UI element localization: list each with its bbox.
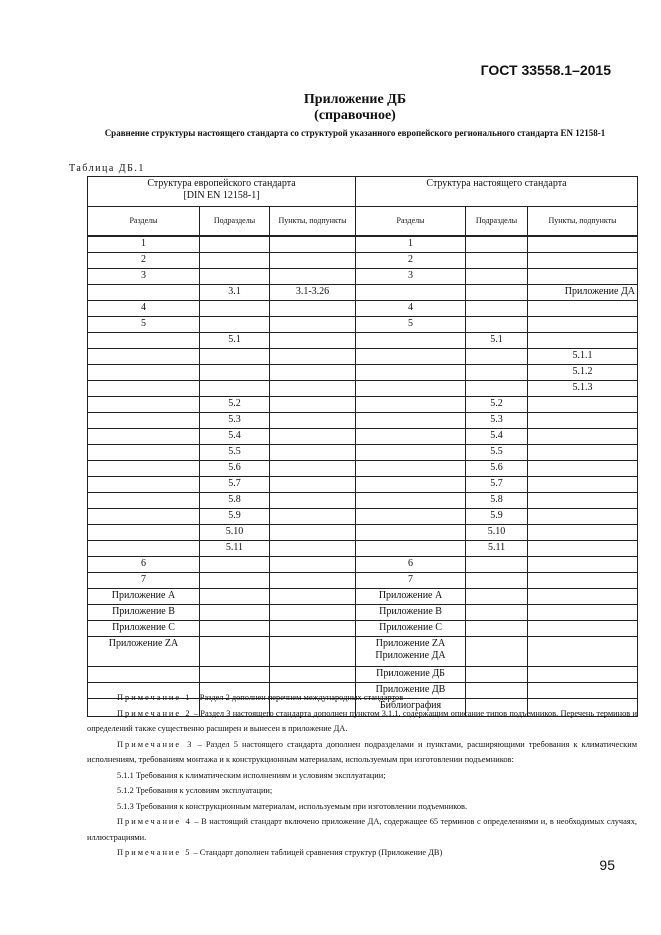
cell-items-left bbox=[270, 413, 356, 429]
note-3 bbox=[87, 737, 637, 768]
note-1-label: Примечание 1 bbox=[117, 693, 192, 702]
cell-section-left bbox=[88, 541, 200, 557]
table-row bbox=[88, 461, 638, 477]
cell-subsection-left: 5.7 bbox=[200, 477, 270, 493]
table-row bbox=[88, 236, 638, 253]
table-row bbox=[88, 285, 638, 301]
cell-section-right: 6 bbox=[356, 557, 466, 573]
cell-subsection-left bbox=[200, 269, 270, 285]
cell-section-left bbox=[88, 667, 200, 683]
cell-items-right bbox=[528, 621, 638, 637]
cell-items-right bbox=[528, 525, 638, 541]
note-5-label: Примечание 5 bbox=[117, 848, 192, 857]
cell-subsection-right: 5.11 bbox=[466, 541, 528, 557]
cell-section-left bbox=[88, 349, 200, 365]
cell-subsection-left bbox=[200, 349, 270, 365]
cell-items-left bbox=[270, 349, 356, 365]
cell-subsection-left: 5.6 bbox=[200, 461, 270, 477]
cell-items-left bbox=[270, 253, 356, 269]
cell-items-right bbox=[528, 236, 638, 253]
cell-section-left: 1 bbox=[88, 236, 200, 253]
cell-section-right: Приложение ДБ bbox=[356, 667, 466, 683]
table-row bbox=[88, 637, 638, 667]
cell-section-left bbox=[88, 477, 200, 493]
cell-subsection-right bbox=[466, 365, 528, 381]
cell-subsection-right bbox=[466, 317, 528, 333]
col-header-sections-right: Разделы bbox=[356, 207, 466, 237]
cell-items-left bbox=[270, 445, 356, 461]
col-header-items-left: Пункты, подпункты bbox=[270, 207, 356, 237]
note-3-text: – Раздел 5 настоящего стандарта дополнен подразделами и пунктами, расширяющими требования к климатическим исполнениям, требованиям монтажа и к конструкционным материалам, используемым при изготовлении подъемников: bbox=[87, 739, 637, 764]
cell-items-right bbox=[528, 317, 638, 333]
cell-subsection-right: 5.3 bbox=[466, 413, 528, 429]
cell-subsection-right bbox=[466, 269, 528, 285]
cell-items-right bbox=[528, 509, 638, 525]
cell-section-left bbox=[88, 397, 200, 413]
group-header-this-standard: Структура настоящего стандарта bbox=[356, 177, 638, 207]
table-row bbox=[88, 429, 638, 445]
cell-subsection-right: 5.5 bbox=[466, 445, 528, 461]
cell-section-right bbox=[356, 445, 466, 461]
cell-section-right bbox=[356, 493, 466, 509]
col-header-subsections-right: Подразделы bbox=[466, 207, 528, 237]
cell-subsection-left bbox=[200, 253, 270, 269]
cell-section-left: Приложение С bbox=[88, 621, 200, 637]
cell-subsection-left: 5.5 bbox=[200, 445, 270, 461]
cell-subsection-right: 5.7 bbox=[466, 477, 528, 493]
structure-comparison-table bbox=[87, 176, 638, 717]
cell-items-left bbox=[270, 301, 356, 317]
cell-section-left bbox=[88, 429, 200, 445]
cell-items-right: Приложение ДА bbox=[528, 285, 638, 301]
cell-items-right: 5.1.1 bbox=[528, 349, 638, 365]
appendix-description: Сравнение структуры настоящего стандарта со структурой указанного европейского регионального стандарта EN 12158-1 bbox=[104, 128, 606, 138]
cell-subsection-left bbox=[200, 605, 270, 621]
cell-items-right bbox=[528, 573, 638, 589]
table-row bbox=[88, 397, 638, 413]
table-row bbox=[88, 301, 638, 317]
cell-items-right bbox=[528, 461, 638, 477]
cell-subsection-left: 5.3 bbox=[200, 413, 270, 429]
note-2-label: Примечание 2 bbox=[117, 708, 192, 718]
cell-section-right: 2 bbox=[356, 253, 466, 269]
cell-items-right bbox=[528, 589, 638, 605]
cell-items-right: 5.1.3 bbox=[528, 381, 638, 397]
cell-section-right bbox=[356, 333, 466, 349]
note-3-item-512: 5.1.2 Требования к условиям эксплуатации; bbox=[117, 786, 273, 795]
cell-items-left bbox=[270, 477, 356, 493]
cell-subsection-right: 5.2 bbox=[466, 397, 528, 413]
note-2 bbox=[87, 706, 637, 737]
cell-subsection-left: 5.1 bbox=[200, 333, 270, 349]
cell-items-left bbox=[270, 525, 356, 541]
cell-subsection-right bbox=[466, 573, 528, 589]
cell-section-right: 3 bbox=[356, 269, 466, 285]
cell-subsection-left bbox=[200, 573, 270, 589]
cell-subsection-right: 5.6 bbox=[466, 461, 528, 477]
cell-subsection-right: 5.10 bbox=[466, 525, 528, 541]
note-3-label: Примечание 3 bbox=[117, 739, 194, 749]
cell-subsection-right bbox=[466, 605, 528, 621]
table-row bbox=[88, 269, 638, 285]
cell-items-right bbox=[528, 605, 638, 621]
cell-subsection-left bbox=[200, 557, 270, 573]
cell-section-left: 7 bbox=[88, 573, 200, 589]
table-row bbox=[88, 605, 638, 621]
cell-section-left bbox=[88, 333, 200, 349]
table-row bbox=[88, 525, 638, 541]
note-5-text: – Стандарт дополнен таблицей сравнения структур (Приложение ДВ) bbox=[191, 848, 443, 857]
note-3-item-511: 5.1.1 Требования к климатическим исполнениям и условиям эксплуатации; bbox=[117, 770, 386, 780]
cell-items-right bbox=[528, 445, 638, 461]
appendix-title: Приложение ДБ bbox=[303, 92, 407, 107]
cell-items-right bbox=[528, 477, 638, 493]
table-row bbox=[88, 557, 638, 573]
cell-items-left bbox=[270, 461, 356, 477]
cell-items-left bbox=[270, 589, 356, 605]
cell-items-right bbox=[528, 667, 638, 683]
cell-subsection-right bbox=[466, 621, 528, 637]
cell-items-left bbox=[270, 397, 356, 413]
cell-section-left: 2 bbox=[88, 253, 200, 269]
cell-items-left bbox=[270, 637, 356, 667]
col-header-subsections-left: Подразделы bbox=[200, 207, 270, 237]
cell-subsection-left bbox=[200, 589, 270, 605]
cell-section-left: Приложение ZA bbox=[88, 637, 200, 667]
cell-items-left bbox=[270, 333, 356, 349]
cell-section-left bbox=[88, 493, 200, 509]
cell-section-left: Приложение А bbox=[88, 589, 200, 605]
cell-subsection-left bbox=[200, 236, 270, 253]
cell-subsection-left: 5.2 bbox=[200, 397, 270, 413]
table-row bbox=[88, 445, 638, 461]
cell-section-right bbox=[356, 461, 466, 477]
cell-subsection-left: 5.8 bbox=[200, 493, 270, 509]
cell-subsection-right bbox=[466, 236, 528, 253]
cell-subsection-right bbox=[466, 637, 528, 667]
cell-section-left: 3 bbox=[88, 269, 200, 285]
cell-section-left bbox=[88, 285, 200, 301]
cell-subsection-left: 5.9 bbox=[200, 509, 270, 525]
appendix-reference-label: (справочное) bbox=[314, 108, 396, 123]
table-row bbox=[88, 365, 638, 381]
cell-section-left: 5 bbox=[88, 317, 200, 333]
cell-items-left bbox=[270, 236, 356, 253]
table-row bbox=[88, 253, 638, 269]
cell-section-left bbox=[88, 445, 200, 461]
cell-items-left bbox=[270, 429, 356, 445]
cell-section-left bbox=[88, 381, 200, 397]
cell-items-right bbox=[528, 413, 638, 429]
cell-section-right bbox=[356, 429, 466, 445]
cell-subsection-right bbox=[466, 285, 528, 301]
note-4 bbox=[87, 814, 637, 845]
cell-section-right bbox=[356, 525, 466, 541]
cell-items-right bbox=[528, 557, 638, 573]
cell-subsection-left: 5.10 bbox=[200, 525, 270, 541]
cell-section-right: Приложение ZA Приложение ДА bbox=[356, 637, 466, 667]
table-row bbox=[88, 317, 638, 333]
cell-subsection-left: 5.11 bbox=[200, 541, 270, 557]
group-header-european bbox=[88, 177, 356, 207]
table-row bbox=[88, 493, 638, 509]
cell-items-left bbox=[270, 667, 356, 683]
note-4-text: – В настоящий стандарт включено приложение ДА, содержащее 65 терминов с определениями и, в необходимых случаях, иллюстрациями. bbox=[87, 817, 637, 842]
cell-subsection-right: 5.4 bbox=[466, 429, 528, 445]
cell-section-right bbox=[356, 397, 466, 413]
standard-designation: ГОСТ 33558.1–2015 bbox=[480, 62, 611, 78]
cell-section-right: 7 bbox=[356, 573, 466, 589]
cell-items-left bbox=[270, 541, 356, 557]
cell-section-right bbox=[356, 381, 466, 397]
cell-section-right bbox=[356, 477, 466, 493]
cell-section-left bbox=[88, 413, 200, 429]
cell-items-right bbox=[528, 397, 638, 413]
cell-subsection-right bbox=[466, 667, 528, 683]
cell-section-right bbox=[356, 541, 466, 557]
cell-subsection-right: 5.8 bbox=[466, 493, 528, 509]
cell-subsection-left bbox=[200, 637, 270, 667]
cell-items-right bbox=[528, 333, 638, 349]
cell-items-right bbox=[528, 541, 638, 557]
cell-items-right bbox=[528, 637, 638, 667]
note-3-item-513: 5.1.3 Требования к конструкционным материалам, используемым при изготовлении подъемников. bbox=[117, 801, 468, 811]
cell-subsection-left: 3.1 bbox=[200, 285, 270, 301]
cell-items-right bbox=[528, 301, 638, 317]
table-row bbox=[88, 667, 638, 683]
cell-subsection-right bbox=[466, 301, 528, 317]
cell-subsection-left bbox=[200, 365, 270, 381]
cell-section-left bbox=[88, 509, 200, 525]
cell-items-right: 5.1.2 bbox=[528, 365, 638, 381]
table-row bbox=[88, 349, 638, 365]
cell-items-left bbox=[270, 605, 356, 621]
appendix-title-block bbox=[60, 92, 650, 139]
note-1-text: – Раздел 2 дополнен перечнем международных стандартов bbox=[191, 693, 404, 702]
note-5 bbox=[87, 845, 637, 861]
cell-section-left bbox=[88, 525, 200, 541]
cell-section-right: Приложение С bbox=[356, 621, 466, 637]
cell-section-right: Приложение А bbox=[356, 589, 466, 605]
cell-section-right: 4 bbox=[356, 301, 466, 317]
table-row bbox=[88, 509, 638, 525]
cell-items-right bbox=[528, 269, 638, 285]
cell-section-right bbox=[356, 509, 466, 525]
cell-items-left bbox=[270, 269, 356, 285]
cell-section-left bbox=[88, 365, 200, 381]
table-row bbox=[88, 333, 638, 349]
cell-subsection-right bbox=[466, 381, 528, 397]
cell-subsection-right bbox=[466, 557, 528, 573]
cell-section-right: 1 bbox=[356, 236, 466, 253]
cell-items-left bbox=[270, 573, 356, 589]
table-row bbox=[88, 477, 638, 493]
cell-subsection-right bbox=[466, 253, 528, 269]
cell-section-right: 5 bbox=[356, 317, 466, 333]
cell-items-left bbox=[270, 509, 356, 525]
cell-subsection-right bbox=[466, 589, 528, 605]
cell-items-left bbox=[270, 621, 356, 637]
note-2-text: – Раздел 3 настоящего стандарта дополнен пунктом 3.1.1, содержащим описание типов подъемников. Перечень терминов и определений также существенно расширен и вынесен в приложение ДА. bbox=[87, 708, 638, 733]
group-header-european-ref: [DIN EN 12158-1] bbox=[183, 190, 260, 201]
cell-subsection-right: 5.1 bbox=[466, 333, 528, 349]
group-header-european-title: Структура европейского стандарта bbox=[147, 178, 296, 189]
col-header-items-right: Пункты, подпункты bbox=[528, 207, 638, 237]
cell-section-left: Приложение В bbox=[88, 605, 200, 621]
table-row bbox=[88, 381, 638, 397]
cell-subsection-left bbox=[200, 667, 270, 683]
cell-section-left: 6 bbox=[88, 557, 200, 573]
cell-items-left bbox=[270, 381, 356, 397]
table-body bbox=[88, 236, 638, 717]
cell-items-right bbox=[528, 429, 638, 445]
notes-block bbox=[87, 690, 637, 861]
cell-items-left bbox=[270, 317, 356, 333]
col-header-sections-left: Разделы bbox=[88, 207, 200, 237]
cell-section-right: Приложение ДВ bbox=[356, 683, 466, 699]
cell-items-left bbox=[270, 493, 356, 509]
cell-section-right bbox=[356, 365, 466, 381]
cell-section-right bbox=[356, 413, 466, 429]
cell-section-right: Библиография bbox=[356, 699, 466, 717]
cell-section-right bbox=[356, 349, 466, 365]
cell-subsection-right: 5.9 bbox=[466, 509, 528, 525]
cell-section-right: Приложение В bbox=[356, 605, 466, 621]
table-row bbox=[88, 621, 638, 637]
table-row bbox=[88, 573, 638, 589]
cell-section-right bbox=[356, 285, 466, 301]
table-row bbox=[88, 413, 638, 429]
table-row bbox=[88, 541, 638, 557]
cell-items-right bbox=[528, 253, 638, 269]
note-1 bbox=[87, 690, 637, 706]
cell-items-left: 3.1-3.26 bbox=[270, 285, 356, 301]
cell-items-left bbox=[270, 557, 356, 573]
cell-subsection-left bbox=[200, 381, 270, 397]
cell-section-left bbox=[88, 461, 200, 477]
cell-subsection-left bbox=[200, 301, 270, 317]
cell-items-right bbox=[528, 493, 638, 509]
cell-subsection-left bbox=[200, 621, 270, 637]
cell-section-left: 4 bbox=[88, 301, 200, 317]
page-number: 95 bbox=[599, 857, 615, 873]
cell-items-left bbox=[270, 365, 356, 381]
table-row bbox=[88, 589, 638, 605]
note-4-label: Примечание 4 bbox=[117, 817, 192, 826]
cell-subsection-right bbox=[466, 349, 528, 365]
cell-subsection-left bbox=[200, 317, 270, 333]
cell-subsection-left: 5.4 bbox=[200, 429, 270, 445]
table-caption: Таблица ДБ.1 bbox=[69, 163, 145, 174]
